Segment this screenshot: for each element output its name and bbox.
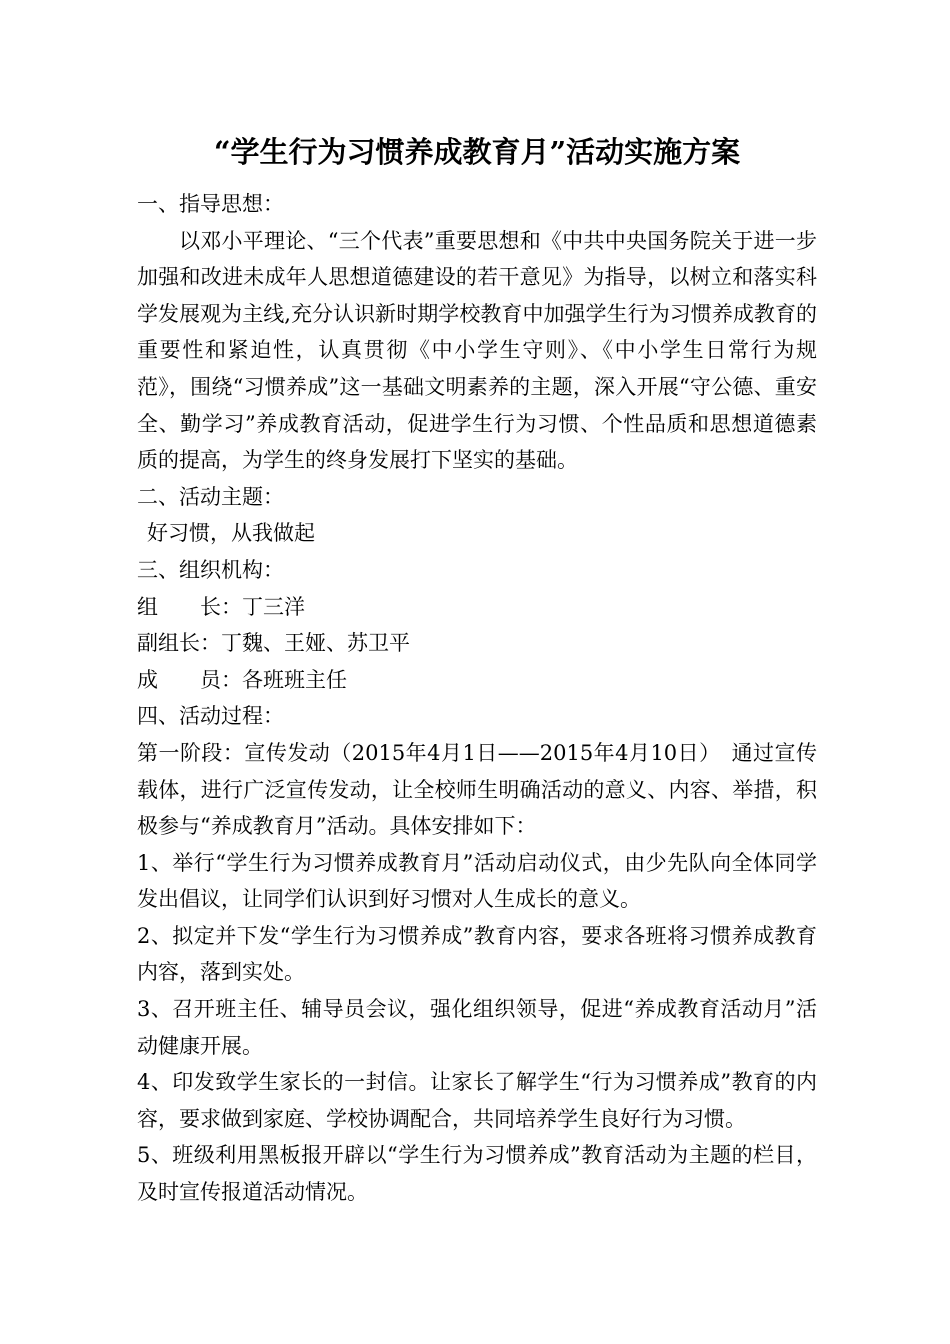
stage1-intro-paragraph: 第一阶段：宣传发动（2015年4月1日——2015年4月10日） 通过宣传载体，进行广泛宣传发动，让全校师生明确活动的意义、内容、举措，积极参与“养成教育月”活动。具体安排如下：: [137, 740, 817, 839]
org-members-label: 成 员：: [137, 667, 242, 692]
org-leader-value: 丁三洋: [242, 594, 305, 619]
org-deputy-line: [137, 625, 817, 662]
list-item: 5、班级利用黑板报开辟以“学生行为习惯养成”教育活动为主题的栏目，及时宣传报道活动情况。: [137, 1143, 817, 1205]
document-title: “学生行为习惯养成教育月”活动实施方案: [213, 135, 741, 169]
list-item: 4、印发致学生家长的一封信。让家长了解学生“行为习惯养成”教育的内容，要求做到家庭、学校协调配合，共同培养学生良好行为习惯。: [137, 1070, 817, 1131]
section-heading-organization: 三、组织机构：: [137, 557, 284, 582]
org-deputy-value: 丁魏、王娅、苏卫平: [221, 631, 410, 656]
list-item: 1、举行“学生行为习惯养成教育月”活动启动仪式，由少先队向全体同学发出倡议，让同学们认识到好习惯对人生成长的意义。: [137, 850, 817, 912]
document-page: [137, 130, 817, 1211]
org-members-line: [137, 662, 817, 699]
list-item: 3、召开班主任、辅导员会议，强化组织领导，促进“养成教育活动月”活动健康开展。: [137, 997, 817, 1058]
guiding-ideology-paragraph: 以邓小平理论、“三个代表”重要思想和《中共中央国务院关于进一步加强和改进未成年人思想道德建设的若干意见》为指导，以树立和落实科学发展观为主线,充分认识新时期学校教育中加强学生行为习惯养成教育的重要性和紧迫性，认真贯彻《中小学生守则》、《中小学生日常行为规范》，围绕“习惯养成”这一基础文明素养的主题，深入开展“守公德、重安全、勤学习”养成教育活动，促进学生行为习惯、个性品质和思想道德素质的提高，为学生的终身发展打下坚实的基础。: [137, 228, 817, 473]
section-heading-activity-process: 四、活动过程：: [137, 704, 284, 729]
org-leader-line: [137, 589, 817, 626]
section-heading-guiding-ideology: 一、指导思想：: [137, 192, 284, 216]
activity-theme-text: 好习惯，从我做起: [147, 521, 315, 546]
list-item: 2、拟定并下发“学生行为习惯养成”教育内容，要求各班将习惯养成教育内容，落到实处。: [137, 923, 817, 985]
section-heading-activity-theme: 二、活动主题：: [137, 484, 284, 509]
org-leader-label: 组 长：: [137, 594, 242, 619]
org-deputy-label: 副组长：: [137, 631, 221, 656]
org-members-value: 各班班主任: [242, 667, 347, 692]
